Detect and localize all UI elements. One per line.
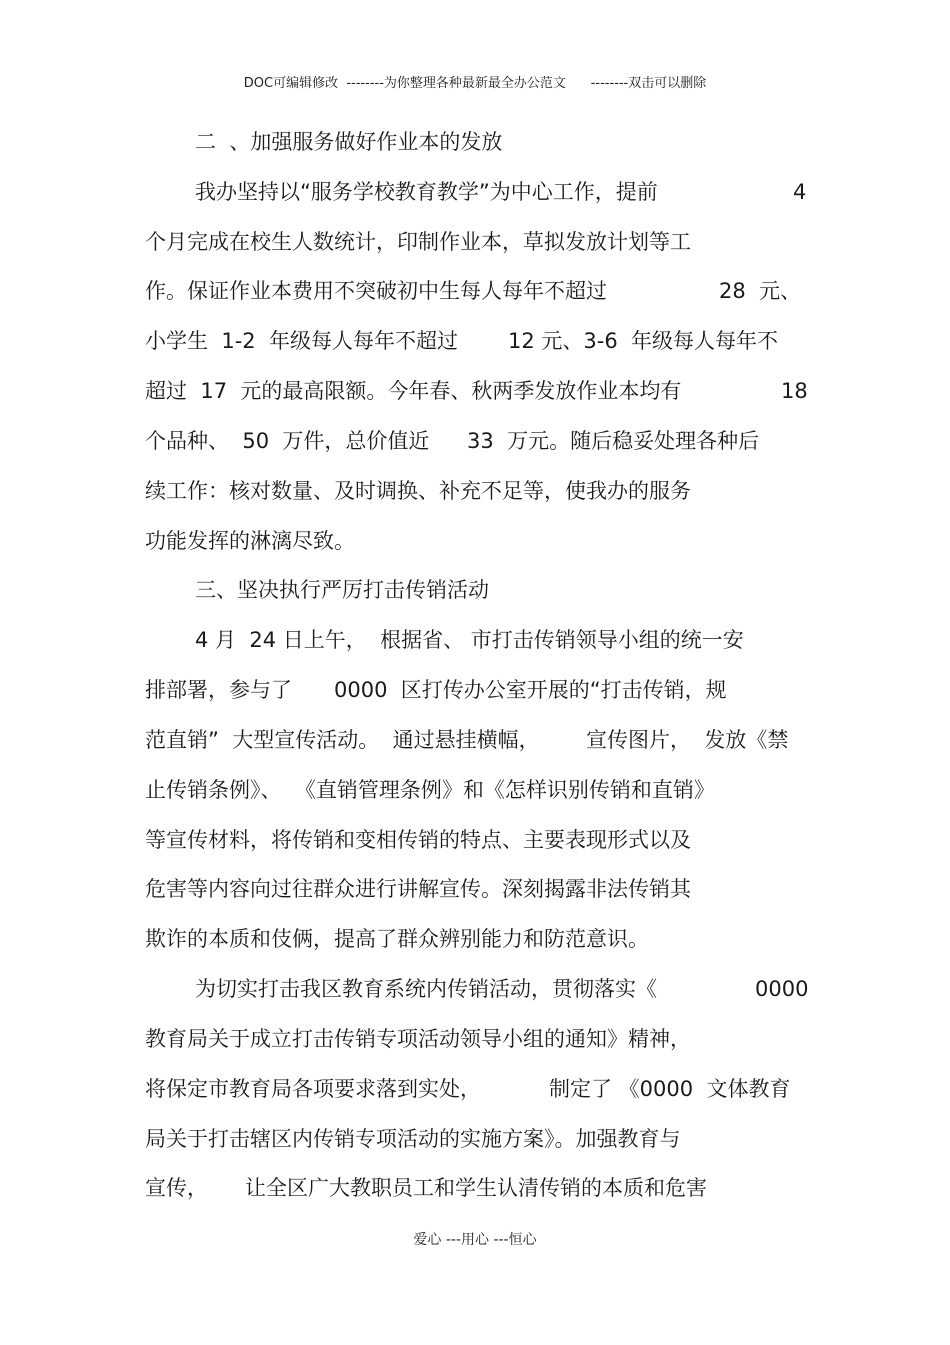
text-segment: 18 [781,379,808,403]
paragraph-line: 欺诈的本质和伎俩，提高了群众辨别能力和防范意识。 [145,927,649,951]
text-segment: 超过 17 元的最高限额。今年春、秋两季发放作业本均有 [145,379,682,403]
text-segment: 12 元、3-6 年级每人每年不 [508,329,779,353]
text-segment: 个品种、 50 万件，总价值近 [145,429,430,453]
text-segment: 作。保证作业本费用不突破初中生每人每年不超过 [145,279,607,303]
page-header: DOC可编辑修改 --------为你整理各种最新最全办公范文 --------双击可以删除 [243,76,707,91]
text-segment: 28 元、 [719,279,802,303]
paragraph-line: 止传销条例》、 《直销管理条例》和《怎样识别传销和直销》 [145,778,715,802]
paragraph-line: 个月完成在校生人数统计，印制作业本，草拟发放计划等工 [145,230,691,254]
paragraph-line: 局关于打击辖区内传销专项活动的实施方案》。加强教育与 [145,1127,681,1151]
text-segment: 制定了 《0000 文体教育 [549,1077,791,1101]
page-footer: 爱心 ---用心 ---恒心 [413,1232,537,1248]
paragraph-line: 教育局关于成立打击传销专项活动领导小组的通知》精神， [145,1027,691,1051]
text-segment: 0000 区打传办公室开展的“打击传销，规 [334,678,727,702]
text-segment: 让全区广大教职员工和学生认清传销的本质和危害 [245,1176,707,1200]
text-segment: 33 万元。随后稳妥处理各种后 [467,429,760,453]
paragraph-line: 4 月 24 日上午， 根据省、 市打击传销领导小组的统一安 [195,628,744,652]
text-segment: 为切实打击我区教育系统内传销活动，贯彻落实《 [195,977,657,1001]
text-segment: 宣传， [145,1176,208,1200]
paragraph-line: 等宣传材料，将传销和变相传销的特点、主要表现形式以及 [145,828,691,852]
text-segment: 排部署，参与了 [145,678,292,702]
text-segment: 小学生 1-2 年级每人每年不超过 [145,329,458,353]
paragraph-line: 功能发挥的淋漓尽致。 [145,529,355,553]
section-heading: 三、坚决执行严厉打击传销活动 [195,578,489,602]
text-segment: 4 [793,180,807,204]
text-segment: 0000 [755,977,809,1001]
text-segment: 范直销” 大型宣传活动。 通过悬挂横幅， [145,728,540,752]
paragraph-line: 危害等内容向过往群众进行讲解宣传。深刻揭露非法传销其 [145,877,691,901]
text-segment: 我办坚持以“服务学校教育教学”为中心工作，提前 [195,180,658,204]
section-heading: 二 、加强服务做好作业本的发放 [195,130,503,154]
paragraph-line: 续工作：核对数量、及时调换、补充不足等，使我办的服务 [145,479,691,503]
text-segment: 宣传图片， 发放《禁 [586,728,789,752]
text-segment: 将保定市教育局各项要求落到实处， [145,1077,481,1101]
